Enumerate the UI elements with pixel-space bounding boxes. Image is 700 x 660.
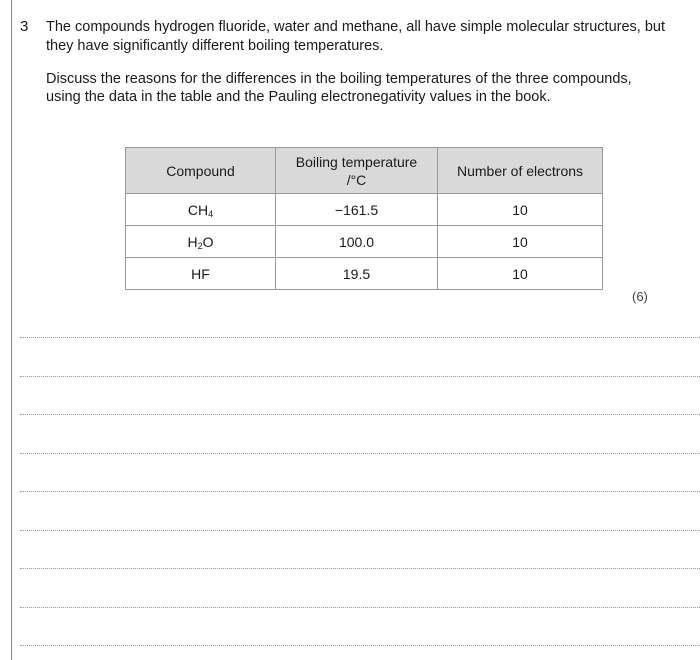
header-boiling-unit: /°C	[346, 171, 367, 188]
answer-line[interactable]	[20, 568, 700, 569]
answer-line[interactable]	[20, 414, 700, 415]
formula-tail: O	[202, 233, 214, 250]
cell-boiling: −161.5	[276, 194, 438, 226]
header-electrons: Number of electrons	[438, 148, 603, 194]
cell-electrons: 10	[438, 226, 603, 258]
cell-boiling: 100.0	[276, 226, 438, 258]
formula-main: H	[187, 233, 198, 250]
cell-electrons: 10	[438, 258, 603, 290]
formula-subscript: 2	[197, 240, 203, 251]
header-boiling-label: Boiling temperature	[295, 153, 418, 170]
cell-electrons: 10	[438, 194, 603, 226]
answer-line[interactable]	[20, 530, 700, 531]
boiling-point-table	[125, 147, 603, 290]
question-instruction: Discuss the reasons for the differences in the boiling temperatures of the three compounds, using the data in the table and the Pauling electronegativity values in the book.	[46, 71, 632, 105]
answer-line[interactable]	[20, 376, 700, 377]
formula-main: HF	[191, 265, 210, 282]
table-row	[126, 226, 603, 258]
cell-compound	[126, 194, 276, 226]
answer-line[interactable]	[20, 645, 700, 646]
formula-main: CH	[187, 201, 209, 218]
answer-line[interactable]	[20, 491, 700, 492]
marks-label: (6)	[632, 289, 648, 304]
header-boiling-temperature	[276, 148, 438, 194]
cell-compound	[126, 226, 276, 258]
table-row	[126, 258, 603, 290]
answer-line[interactable]	[20, 607, 700, 608]
question-text: The compounds hydrogen fluoride, water and methane, all have simple molecular structures, but they have significantly different boiling temperatures.	[46, 19, 665, 54]
table-header-row	[126, 148, 603, 194]
cell-boiling: 19.5	[276, 258, 438, 290]
answer-line[interactable]	[20, 453, 700, 454]
table-row	[126, 194, 603, 226]
question-number: 3	[20, 18, 29, 35]
formula-subscript: 4	[208, 208, 214, 219]
cell-compound	[126, 258, 276, 290]
answer-line[interactable]	[20, 337, 700, 338]
header-compound: Compound	[126, 148, 276, 194]
margin-rule	[11, 0, 12, 660]
